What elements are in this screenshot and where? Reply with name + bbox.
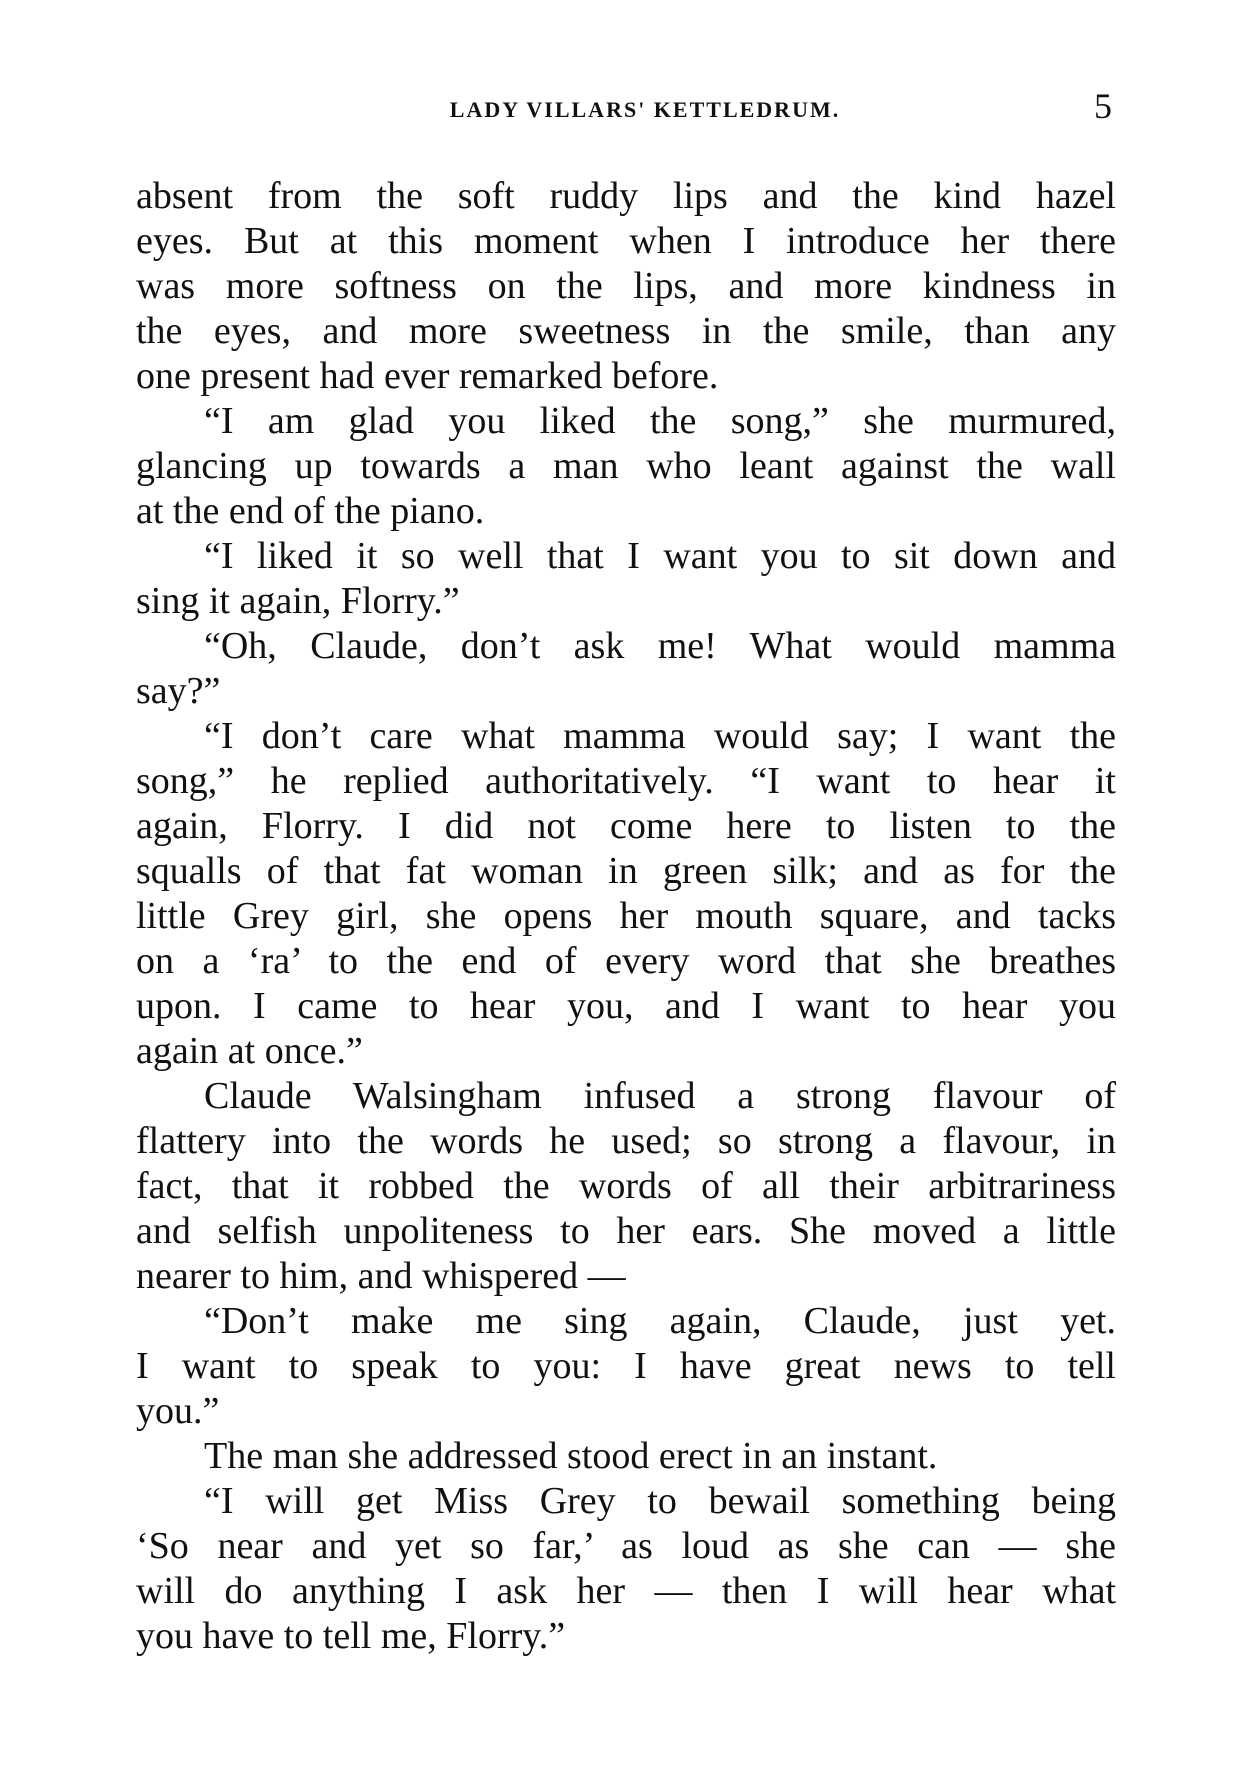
text-line: at the end of the piano.	[136, 490, 485, 532]
text-line: and selfish unpoliteness to her ears. She moved a little	[136, 1210, 1116, 1252]
body-text	[136, 174, 1116, 1659]
text-line: was more softness on the lips, and more kindness in	[136, 265, 1116, 307]
text-line: eyes. But at this moment when I introduce her there	[136, 220, 1116, 262]
text-line: “Don’t make me sing again, Claude, just yet.	[204, 1300, 1116, 1342]
text-line: sing it again, Florry.”	[136, 580, 460, 622]
text-line: you.”	[136, 1390, 220, 1432]
text-line: say?”	[136, 670, 221, 712]
text-line: the eyes, and more sweetness in the smile, than any	[136, 310, 1116, 352]
text-line: on a ‘ra’ to the end of every word that she breathes	[136, 940, 1116, 982]
text-line: nearer to him, and whispered —	[136, 1255, 626, 1297]
text-line: will do anything I ask her — then I will hear what	[136, 1570, 1116, 1612]
text-line: “I don’t care what mamma would say; I want the	[204, 715, 1116, 757]
page-number: 5	[1094, 86, 1112, 126]
text-line: flattery into the words he used; so strong a flavour, in	[136, 1120, 1116, 1162]
text-line: The man she addressed stood erect in an instant.	[204, 1435, 938, 1477]
text-line: absent from the soft ruddy lips and the kind hazel	[136, 175, 1116, 217]
text-line: “I liked it so well that I want you to sit down and	[204, 535, 1116, 577]
text-line: squalls of that fat woman in green silk; and as for the	[136, 850, 1116, 892]
text-line: “I will get Miss Grey to bewail something being	[204, 1480, 1116, 1522]
text-line: song,” he replied authoritatively. “I want to hear it	[136, 760, 1116, 802]
text-line: you have to tell me, Florry.”	[136, 1615, 566, 1657]
text-line: fact, that it robbed the words of all their arbitrariness	[136, 1165, 1116, 1207]
text-line: “Oh, Claude, don’t ask me! What would mamma	[204, 625, 1116, 667]
text-line: again at once.”	[136, 1030, 363, 1072]
text-line: glancing up towards a man who leant against the wall	[136, 445, 1116, 487]
text-line: I want to speak to you: I have great news to tell	[136, 1345, 1116, 1387]
text-line: again, Florry. I did not come here to listen to the	[136, 805, 1116, 847]
text-line: “I am glad you liked the song,” she murmured,	[204, 400, 1116, 442]
text-line: Claude Walsingham infused a strong flavour of	[204, 1075, 1116, 1117]
running-header	[130, 86, 1120, 130]
text-line: ‘So near and yet so far,’ as loud as she can — she	[136, 1525, 1116, 1567]
text-line: upon. I came to hear you, and I want to hear you	[136, 985, 1116, 1027]
text-line: one present had ever remarked before.	[136, 355, 719, 397]
running-title: LADY VILLARS' KETTLEDRUM.	[449, 97, 841, 122]
text-line: little Grey girl, she opens her mouth square, and tacks	[136, 895, 1116, 937]
